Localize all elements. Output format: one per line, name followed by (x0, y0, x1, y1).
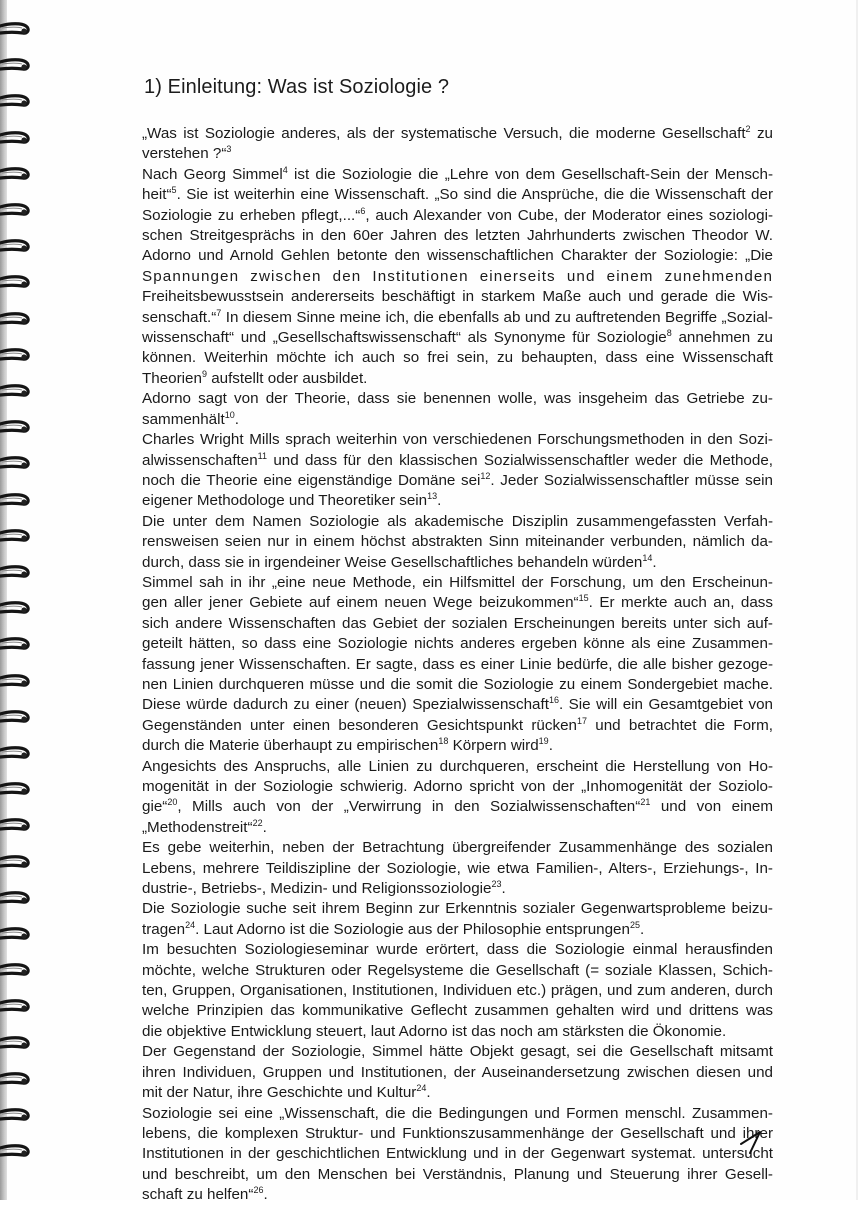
spiral-ring-icon (0, 239, 30, 253)
spiral-ring-icon (0, 1144, 30, 1158)
text-line: die objektive Entwicklung steuert, laut Adorno ist das noch am stärksten die Ökonomie. (142, 1022, 727, 1040)
spiral-ring-icon (0, 999, 30, 1013)
spiral-ring-icon (0, 927, 30, 941)
text-line: wissenschaft“ und „Gesellschaftswissenschaft“ als Synonyme für Soziologie$^8$ annehmen zu (142, 328, 773, 347)
text-line: Freiheitsbewusstsein andererseits beschäftigt in starkem Maße auch und gerade die Wis- (142, 288, 773, 306)
spiral-ring-icon (0, 384, 30, 398)
text-line: „Was ist Soziologie anderes, als der systematische Versuch, die moderne Gesellschaft$^2$ zu (142, 124, 773, 142)
text-line: tragen$^{24}$. Laut Adorno ist die Soziologie aus der Philosophie entsprungen$^{25}$. (142, 919, 645, 938)
text-line: nen Linien durchqueren müsse und die somit die Soziologie zu einem Sondergebiet mache. (142, 675, 773, 693)
text-line: Es gebe weiterhin, neben der Betrachtung übergreifender Zusammenhänge des sozialen (142, 839, 773, 857)
spiral-ring-icon (0, 167, 30, 181)
spiral-ring-icon (0, 746, 30, 760)
spiral-ring-icon (0, 565, 30, 579)
text-line: mogenität in der Soziologie schwierig. Adorno spricht von der „Inhomogenität der Soziolo- (142, 778, 773, 795)
text-line: Institutionen in der geschichtlichen Entwicklung und in der Gegenwart systemat. untersucht (142, 1145, 773, 1163)
text-line: ten, Gruppen, Organisationen, Institutionen, Individuen etc.) prägen, und zum anderen, durch (142, 982, 773, 1000)
text-line: ihren Individuen, Gruppen und Institutionen, der Auseinandersetzung zwischen diesen und (142, 1063, 773, 1081)
spiral-ring-icon (0, 855, 30, 869)
spiral-ring-icon (0, 674, 30, 688)
text-line: fassung jener Wissenschaften. Er sagte, dass es einer Linie bedürfe, die alle bisher gezoge- (142, 655, 773, 673)
text-line: eigener Methodologe und Theoretiker sein$^{13}$. (142, 491, 442, 510)
text-line: noch die Theorie eine eigenständige Domäne sei$^{12}$. Jeder Sozialwissenschaftler müsse sein (142, 470, 773, 489)
spiral-ring-icon (0, 312, 30, 326)
text-line: Die unter dem Namen Soziologie als akademische Disziplin zusammengefassten Verfah- (142, 512, 773, 530)
spiral-ring-icon (0, 782, 30, 796)
spiral-ring-icon (0, 601, 30, 615)
text-line: Adorno und Arnold Gehlen betonte den wissenschaftlichen Charakter der Soziologie: „Die (142, 247, 773, 265)
section-heading: 1) Einleitung: Was ist Soziologie ? (144, 76, 450, 98)
spiral-ring-icon (0, 348, 30, 362)
text-line: Theorien$^9$ aufstellt oder ausbildet. (142, 368, 368, 387)
spiral-ring-icon (0, 963, 30, 977)
text-line: schaft zu helfen“$^{26}$. (142, 1185, 268, 1204)
text-line: können. Weiterhin möchte ich auch so frei sein, zu behaupten, dass eine Wissenschaft (142, 349, 773, 367)
text-line: dustrie-, Betriebs-, Medizin- und Religionssoziologie$^{23}$. (142, 879, 506, 898)
text-line: durch, dass sie in irgendeiner Weise Gesellschaftliches behandeln würden$^{14}$. (142, 552, 657, 571)
spiral-ring-icon (0, 456, 30, 470)
text-line: Im besuchten Soziologieseminar wurde erörtert, dass die Soziologie einmal herausfinden (142, 941, 773, 959)
spiral-ring-icon (0, 275, 30, 289)
text-line: Soziologie zu erheben pflegt,...“$^6$, auch Alexander von Cube, der Moderator eines soziologi- (142, 205, 774, 224)
text-line: alwissenschaften$^{11}$ und dass für den klassischen Sozialwissenschaftler weder die Methode, (142, 450, 773, 469)
spiral-ring-icon (0, 203, 30, 217)
spiral-ring-icon (0, 818, 30, 832)
text-line: Adorno sagt von der Theorie, dass sie benennen wolle, was insgeheim das Getriebe zu- (142, 390, 773, 408)
spiral-ring-icon (0, 710, 30, 724)
text-line: „Methodenstreit“$^{22}$. (142, 817, 267, 836)
text-line: Spannungen zwischen den Institutionen einerseits und einem zunehmenden (142, 267, 773, 285)
spiral-ring-icon (0, 529, 30, 543)
spiral-ring-icon (0, 493, 30, 507)
text-line: Angesichts des Anspruchs, alle Linien zu durchqueren, erscheint die Herstellung von Ho- (142, 757, 773, 775)
text-line: sich andere Wissenschaften das Gebiet der sozialen Erscheinungen bereits unter sich auf- (142, 614, 773, 632)
handwritten-page-number (740, 1130, 768, 1156)
body-text (142, 124, 773, 1206)
text-line: Simmel sah in ihr „eine neue Methode, ein Hilfsmittel der Forschung, um den Erscheinun- (142, 573, 773, 591)
spiral-ring-icon (0, 637, 30, 651)
text-line: Charles Wright Mills sprach weiterhin von verschiedenen Forschungsmethoden in den Sozi- (142, 431, 773, 449)
text-line: rensweisen seien nur in einem höchst abstrakten Sinn miteinander verbunden, nämlich da- (142, 533, 773, 551)
spiral-ring-icon (0, 94, 30, 108)
text-line: möchte, welche Strukturen oder Regelsysteme die Gesellschaft (= soziale Klassen, Schich- (142, 961, 773, 979)
text-line: geteilt hätten, so dass eine Soziologie nichts anderes ergeben könne als eine Zusammen- (142, 635, 773, 653)
text-line: Nach Georg Simmel$^4$ ist die Soziologie die „Lehre von dem Gesellschaft-Sein der Mensch- (142, 164, 774, 183)
text-line: lebens, die komplexen Struktur- und Funktionszusammenhänge der Gesellschaft und ihrer (142, 1124, 773, 1142)
text-line: Der Gegenstand der Soziologie, Simmel hätte Objekt gesagt, sei die Gesellschaft mitsamt (142, 1043, 773, 1061)
text-line: und beschreibt, um den Menschen bei Verständnis, Planung und Steuerung ihrer Gesell- (142, 1165, 773, 1183)
text-line: mit der Natur, ihre Geschichte und Kultur$^{24}$. (142, 1083, 431, 1102)
text-line: gen aller jener Gebiete auf einem neuen Wege beizukommen“$^{15}$. Er merkte auch an, dass (142, 593, 773, 612)
spiral-ring-icon (0, 1072, 30, 1086)
text-line: senschaft.“$^7$ In diesem Sinne meine ich, die ebenfalls ab und zu auftretenden Begriffe „Sozial- (142, 307, 773, 326)
text-line: Gegenständen unter einen besonderen Gesichtspunkt rücken$^{17}$ und betrachtet die Form, (142, 715, 773, 734)
spiral-ring-icon (0, 58, 30, 72)
text-line: Die Soziologie suche seit ihrem Beginn zur Erkenntnis sozialer Gegenwartsprobleme beizu- (142, 900, 773, 918)
text-line: welche Prinzipien das kommunikative Geflecht zusammen gehalten wird und drittens was (142, 1002, 773, 1020)
text-line: Soziologie sei eine „Wissenschaft, die die Bedingungen und Formen menschl. Zusammen- (142, 1104, 773, 1122)
spiral-ring-icon (0, 420, 30, 434)
text-line: Lebens, mehrere Teildiszipline der Soziologie, wie etwa Familien-, Alters-, Erziehungs-, In- (142, 859, 773, 877)
text-line: heit“$^5$. Sie ist weiterhin eine Wissenschaft. „So sind die Ansprüche, die die Wissenschaft der (142, 185, 773, 204)
text-line: verstehen ?“$^3$ (142, 144, 232, 163)
text-line: gie“$^{20}$, Mills auch von der „Verwirrung in den Sozialwissenschaften“$^{21}$ und von einem (142, 797, 773, 816)
text-line: durch die Materie überhaupt zu empirischen$^{18}$ Körpern wird$^{19}$. (142, 736, 553, 755)
text-line: sammenhält$^{10}$. (142, 409, 239, 428)
spiral-ring-icon (0, 131, 30, 145)
text-line: schen Streitgesprächs in den 60er Jahren des letzten Jahrhunderts zwischen Theodor W. (142, 227, 773, 245)
text-line: Diese würde dadurch zu einer (neuen) Spezialwissenschaft$^{16}$. Sie will ein Gesamtgebiet von (142, 695, 773, 714)
page-number-glyph-icon (740, 1130, 768, 1156)
spiral-ring-icon (0, 22, 30, 36)
spiral-ring-icon (0, 891, 30, 905)
spiral-ring-icon (0, 1036, 30, 1050)
spiral-ring-icon (0, 1108, 30, 1122)
